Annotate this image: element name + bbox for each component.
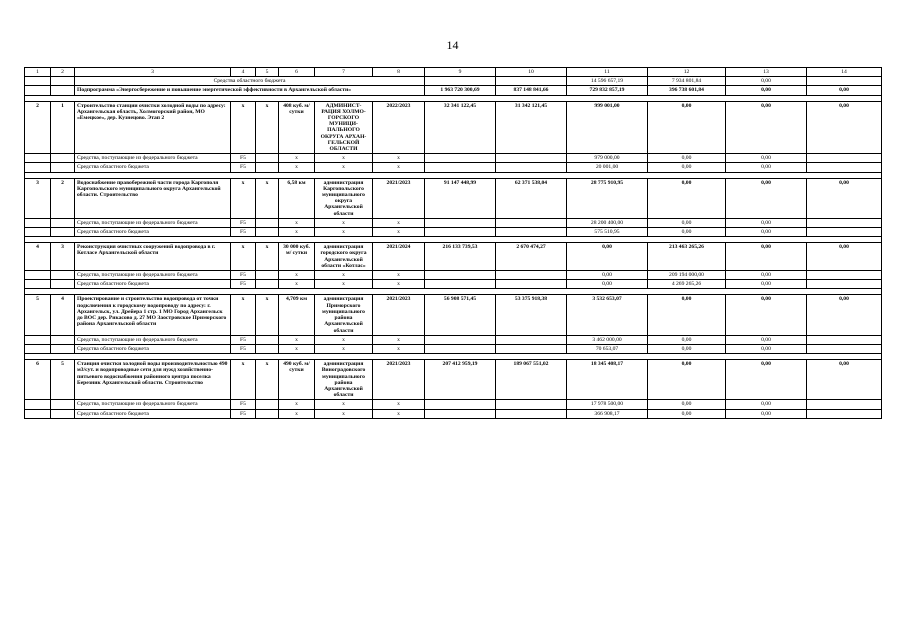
table-row xyxy=(25,77,882,86)
funding-label: Средства областного бюджета xyxy=(75,344,231,353)
table-cell xyxy=(25,271,51,280)
table-cell xyxy=(425,154,496,163)
marker-cell: x xyxy=(373,280,425,289)
table-cell xyxy=(25,218,51,227)
federal-funds-row xyxy=(25,335,882,344)
row-number: 3 xyxy=(25,178,51,218)
value-cell: 62 371 538,04 xyxy=(496,178,567,218)
marker-cell: x xyxy=(279,409,315,418)
item-number: 1 xyxy=(51,101,75,154)
row-number: 4 xyxy=(25,243,51,271)
regional-funds-row xyxy=(25,280,882,289)
value-cell: 0,00 xyxy=(726,280,807,289)
code-cell: F5 xyxy=(231,409,256,418)
value-cell: 207 412 959,19 xyxy=(425,360,496,400)
marker-cell: x xyxy=(256,243,279,271)
value-cell: 213 463 265,26 xyxy=(648,243,726,271)
marker-cell: x xyxy=(279,335,315,344)
project-name: Проектирование и строительство водопровода от точки подключения к городскому водопроводу по адресу: г. Архангельск, ул. Дрейера 1 стр. 1 МО Город Архангельск до ВОС дер. Рикасово д. 27 МО Заостровское Приморского района Архангельской области xyxy=(75,295,231,335)
table-cell xyxy=(807,400,882,409)
value-cell: 0,00 xyxy=(726,360,807,400)
years-cell: 2021/2023 xyxy=(373,295,425,335)
marker-cell: x xyxy=(256,178,279,218)
column-number: 6 xyxy=(279,68,315,77)
table-cell xyxy=(496,218,567,227)
project-name: Станция очистки холодной воды производительностью 490 м3/сут. и водопроводные сети для нужд хозяйственно-питьевого водоснабжения районного центра поселка Березник Архангельской области. Строительство xyxy=(75,360,231,400)
table-cell xyxy=(496,344,567,353)
project-row xyxy=(25,178,882,218)
value-cell: 4 269 265,26 xyxy=(648,280,726,289)
table-cell xyxy=(807,271,882,280)
value-cell: 0,00 xyxy=(648,409,726,418)
table-cell xyxy=(425,344,496,353)
table-cell xyxy=(807,335,882,344)
table-cell xyxy=(496,335,567,344)
table-cell xyxy=(425,409,496,418)
table-cell xyxy=(496,154,567,163)
marker-cell: x xyxy=(373,218,425,227)
value-cell: 3 532 653,07 xyxy=(567,295,648,335)
regional-funds-row xyxy=(25,228,882,237)
marker-cell: x xyxy=(373,271,425,280)
value-cell: 216 133 739,53 xyxy=(425,243,496,271)
item-number: 2 xyxy=(51,178,75,218)
marker-cell: x xyxy=(279,280,315,289)
value-cell: 0,00 xyxy=(567,271,648,280)
column-number: 1 xyxy=(25,68,51,77)
table-cell xyxy=(256,409,279,418)
regional-funds-row xyxy=(25,163,882,172)
funding-label: Средства, поступающие из федерального бюджета xyxy=(75,271,231,280)
column-number: 4 xyxy=(231,68,256,77)
code-cell: F5 xyxy=(231,335,256,344)
marker-cell: x xyxy=(315,218,373,227)
marker-cell: x xyxy=(279,218,315,227)
value-cell: 0,00 xyxy=(807,86,882,95)
value-cell: 0,00 xyxy=(726,218,807,227)
value-cell: 31 342 121,45 xyxy=(496,101,567,154)
table-cell xyxy=(51,335,75,344)
value-cell: 7 934 801,84 xyxy=(648,77,726,86)
program-table xyxy=(24,67,882,419)
federal-funds-row xyxy=(25,271,882,280)
table-cell xyxy=(256,154,279,163)
table-cell xyxy=(496,400,567,409)
table-cell xyxy=(807,280,882,289)
marker-cell: x xyxy=(256,295,279,335)
code-cell: F5 xyxy=(231,163,256,172)
table-cell xyxy=(496,163,567,172)
capacity-cell: 4,709 км xyxy=(279,295,315,335)
capacity-cell: 490 куб. м/ сутки xyxy=(279,360,315,400)
table-cell xyxy=(807,154,882,163)
value-cell: 209 194 000,00 xyxy=(648,271,726,280)
table-cell xyxy=(425,280,496,289)
table-cell xyxy=(807,218,882,227)
value-cell: 91 147 448,99 xyxy=(425,178,496,218)
capacity-cell: 30 000 куб. м/ сутки xyxy=(279,243,315,271)
value-cell: 0,00 xyxy=(648,154,726,163)
marker-cell: x xyxy=(279,344,315,353)
table-cell xyxy=(807,163,882,172)
marker-cell: x xyxy=(315,409,373,418)
table-cell xyxy=(25,344,51,353)
project-name: Строительство станции очистки холодной воды по адресу: Архангельская область, Холмогорский район, МО «Емецкое», дер. Кузнецово. Этап 2 xyxy=(75,101,231,154)
code-cell: F5 xyxy=(231,271,256,280)
value-cell: 0,00 xyxy=(648,101,726,154)
value-cell: 999 001,00 xyxy=(567,101,648,154)
regional-funds-row xyxy=(25,409,882,418)
marker-cell: x xyxy=(373,228,425,237)
value-cell: 396 738 601,84 xyxy=(648,86,726,95)
value-cell: 729 832 857,19 xyxy=(567,86,648,95)
table-cell xyxy=(256,218,279,227)
table-cell xyxy=(807,344,882,353)
value-cell: 0,00 xyxy=(648,218,726,227)
marker-cell: x xyxy=(315,280,373,289)
column-number: 12 xyxy=(648,68,726,77)
administration-cell: администрация Виноградовского муниципального района Архангельской области xyxy=(315,360,373,400)
value-cell: 0,00 xyxy=(726,178,807,218)
marker-cell: x xyxy=(373,400,425,409)
table-cell xyxy=(496,271,567,280)
capacity-cell: 408 куб. м/ сутки xyxy=(279,101,315,154)
value-cell: 0,00 xyxy=(726,400,807,409)
value-cell: 0,00 xyxy=(648,178,726,218)
table-cell xyxy=(51,409,75,418)
column-number: 14 xyxy=(807,68,882,77)
table-cell xyxy=(496,77,567,86)
table-cell xyxy=(256,400,279,409)
value-cell: 0,00 xyxy=(807,295,882,335)
project-row xyxy=(25,360,882,400)
marker-cell: x xyxy=(231,360,256,400)
table-cell xyxy=(51,154,75,163)
marker-cell: x xyxy=(315,344,373,353)
value-cell: 0,00 xyxy=(726,271,807,280)
value-cell: 0,00 xyxy=(648,228,726,237)
code-cell: F5 xyxy=(231,344,256,353)
value-cell: 0,00 xyxy=(726,344,807,353)
table-cell xyxy=(496,409,567,418)
marker-cell: x xyxy=(315,154,373,163)
table-cell xyxy=(496,280,567,289)
value-cell: 56 908 571,45 xyxy=(425,295,496,335)
marker-cell: x xyxy=(279,163,315,172)
marker-cell: x xyxy=(279,154,315,163)
code-cell: F5 xyxy=(231,154,256,163)
table-cell xyxy=(51,271,75,280)
marker-cell: x xyxy=(315,271,373,280)
value-cell: 28 200 400,00 xyxy=(567,218,648,227)
value-cell: 0,00 xyxy=(648,335,726,344)
item-number: 5 xyxy=(51,360,75,400)
value-cell: 0,00 xyxy=(726,86,807,95)
marker-cell: x xyxy=(373,344,425,353)
table-cell xyxy=(25,409,51,418)
column-number-row xyxy=(25,68,882,77)
table-cell xyxy=(25,280,51,289)
value-cell: 0,00 xyxy=(648,295,726,335)
years-cell: 2021/2023 xyxy=(373,178,425,218)
years-cell: 2021/2023 xyxy=(373,360,425,400)
row-number: 6 xyxy=(25,360,51,400)
marker-cell: x xyxy=(231,178,256,218)
table-cell xyxy=(425,271,496,280)
federal-funds-row xyxy=(25,400,882,409)
value-cell: 0,00 xyxy=(726,295,807,335)
table-cell xyxy=(25,77,51,86)
value-cell: 0,00 xyxy=(807,360,882,400)
table-cell xyxy=(25,154,51,163)
table-cell xyxy=(256,228,279,237)
value-cell: 0,00 xyxy=(807,178,882,218)
value-cell: 0,00 xyxy=(726,77,807,86)
value-cell: 1 963 720 300,69 xyxy=(425,86,496,95)
table-cell xyxy=(496,228,567,237)
marker-cell: x xyxy=(256,101,279,154)
funding-label: Средства областного бюджета xyxy=(75,280,231,289)
marker-cell: x xyxy=(373,409,425,418)
code-cell: F5 xyxy=(231,280,256,289)
regional-funds-row xyxy=(25,344,882,353)
table-cell xyxy=(425,77,496,86)
value-cell: 0,00 xyxy=(726,228,807,237)
item-number: 4 xyxy=(51,295,75,335)
table-cell xyxy=(51,228,75,237)
years-cell: 2021/2024 xyxy=(373,243,425,271)
federal-funds-row xyxy=(25,218,882,227)
column-number: 3 xyxy=(75,68,231,77)
table-cell xyxy=(425,218,496,227)
column-number: 10 xyxy=(496,68,567,77)
federal-funds-row xyxy=(25,154,882,163)
administration-cell: АДМИНИСТ-РАЦИЯ ХОЛМО-ГОРСКОГО МУНИЦИ-ПАЛЬНОГО ОКРУГА АРХАН-ГЕЛЬСКОЙ ОБЛАСТИ xyxy=(315,101,373,154)
table-cell xyxy=(51,163,75,172)
table-cell xyxy=(51,400,75,409)
subprogram-title: Подпрограмма «Энергосбережение и повышение энергетической эффективности в Архангельской области» xyxy=(75,86,425,95)
marker-cell: x xyxy=(315,163,373,172)
column-number: 2 xyxy=(51,68,75,77)
table-cell xyxy=(25,400,51,409)
table-cell xyxy=(807,409,882,418)
funding-label: Средства областного бюджета xyxy=(75,228,231,237)
page-number: 14 xyxy=(446,38,459,52)
value-cell: 837 148 841,66 xyxy=(496,86,567,95)
marker-cell: x xyxy=(279,400,315,409)
project-name: Водоснабжение правобережной части города Каргополя Каргопольского муниципального округа Архангельской области. Строительство xyxy=(75,178,231,218)
value-cell: 0,00 xyxy=(726,409,807,418)
row-number: 2 xyxy=(25,101,51,154)
marker-cell: x xyxy=(279,228,315,237)
value-cell: 0,00 xyxy=(648,360,726,400)
code-cell: F5 xyxy=(231,400,256,409)
column-number: 5 xyxy=(256,68,279,77)
value-cell: 0,00 xyxy=(726,163,807,172)
marker-cell: x xyxy=(231,295,256,335)
table-cell xyxy=(51,86,75,95)
project-row xyxy=(25,295,882,335)
value-cell: 0,00 xyxy=(726,335,807,344)
table-cell xyxy=(25,86,51,95)
marker-cell: x xyxy=(315,228,373,237)
marker-cell: x xyxy=(373,335,425,344)
value-cell: 366 908,17 xyxy=(567,409,648,418)
value-cell: 53 375 918,38 xyxy=(496,295,567,335)
marker-cell: x xyxy=(231,243,256,271)
capacity-cell: 6,58 км xyxy=(279,178,315,218)
value-cell: 979 000,00 xyxy=(567,154,648,163)
table-cell xyxy=(51,77,75,86)
project-row xyxy=(25,243,882,271)
value-cell: 3 462 000,00 xyxy=(567,335,648,344)
administration-cell: администрация Каргопольского муниципального округа Архангельской области xyxy=(315,178,373,218)
value-cell: 70 653,07 xyxy=(567,344,648,353)
table-cell xyxy=(256,271,279,280)
value-cell: 0,00 xyxy=(726,243,807,271)
marker-cell: x xyxy=(279,271,315,280)
funding-label: Средства, поступающие из федерального бюджета xyxy=(75,400,231,409)
funding-label: Средства областного бюджета xyxy=(75,163,231,172)
value-cell: 189 067 551,02 xyxy=(496,360,567,400)
code-cell: F5 xyxy=(231,218,256,227)
value-cell: 20 001,00 xyxy=(567,163,648,172)
value-cell: 0,00 xyxy=(726,154,807,163)
table-cell xyxy=(425,228,496,237)
table-cell xyxy=(25,228,51,237)
value-cell: 14 596 657,19 xyxy=(567,77,648,86)
value-cell: 0,00 xyxy=(807,101,882,154)
code-cell: F5 xyxy=(231,228,256,237)
marker-cell: x xyxy=(315,335,373,344)
value-cell: 17 978 500,00 xyxy=(567,400,648,409)
value-cell: 18 345 408,17 xyxy=(567,360,648,400)
table-cell xyxy=(256,280,279,289)
column-number: 7 xyxy=(315,68,373,77)
row-label: Средства областного бюджета xyxy=(75,77,425,86)
marker-cell: x xyxy=(373,154,425,163)
table-cell xyxy=(51,280,75,289)
table-cell xyxy=(25,335,51,344)
marker-cell: x xyxy=(315,400,373,409)
value-cell: 0,00 xyxy=(648,400,726,409)
value-cell: 0,00 xyxy=(726,101,807,154)
value-cell: 32 341 122,45 xyxy=(425,101,496,154)
table-cell xyxy=(51,218,75,227)
table-cell xyxy=(425,163,496,172)
project-name: Реконструкция очистных сооружений водопровода в г. Котласе Архангельской области xyxy=(75,243,231,271)
item-number: 3 xyxy=(51,243,75,271)
table-cell xyxy=(256,163,279,172)
funding-label: Средства, поступающие из федерального бюджета xyxy=(75,154,231,163)
row-number: 5 xyxy=(25,295,51,335)
value-cell: 2 670 474,27 xyxy=(496,243,567,271)
administration-cell: администрация Приморского муниципального района Архангельской области xyxy=(315,295,373,335)
column-number: 8 xyxy=(373,68,425,77)
table-cell xyxy=(807,228,882,237)
marker-cell: x xyxy=(256,360,279,400)
column-number: 13 xyxy=(726,68,807,77)
administration-cell: администрация городского округа Архангельской области «Котлас» xyxy=(315,243,373,271)
table-cell xyxy=(807,77,882,86)
funding-label: Средства, поступающие из федерального бюджета xyxy=(75,335,231,344)
years-cell: 2022/2023 xyxy=(373,101,425,154)
marker-cell: x xyxy=(231,101,256,154)
value-cell: 0,00 xyxy=(807,243,882,271)
table-cell xyxy=(51,344,75,353)
value-cell: 0,00 xyxy=(648,344,726,353)
marker-cell: x xyxy=(373,163,425,172)
funding-label: Средства, поступающие из федерального бюджета xyxy=(75,218,231,227)
value-cell: 0,00 xyxy=(648,163,726,172)
table-cell xyxy=(25,163,51,172)
column-number: 9 xyxy=(425,68,496,77)
funding-label: Средства областного бюджета xyxy=(75,409,231,418)
subprogram-row xyxy=(25,86,882,95)
table-cell xyxy=(256,344,279,353)
column-number: 11 xyxy=(567,68,648,77)
value-cell: 575 510,95 xyxy=(567,228,648,237)
table-cell xyxy=(256,335,279,344)
value-cell: 0,00 xyxy=(567,243,648,271)
value-cell: 28 775 910,95 xyxy=(567,178,648,218)
table-cell xyxy=(425,400,496,409)
table-cell xyxy=(425,335,496,344)
project-row xyxy=(25,101,882,154)
value-cell: 0,00 xyxy=(567,280,648,289)
